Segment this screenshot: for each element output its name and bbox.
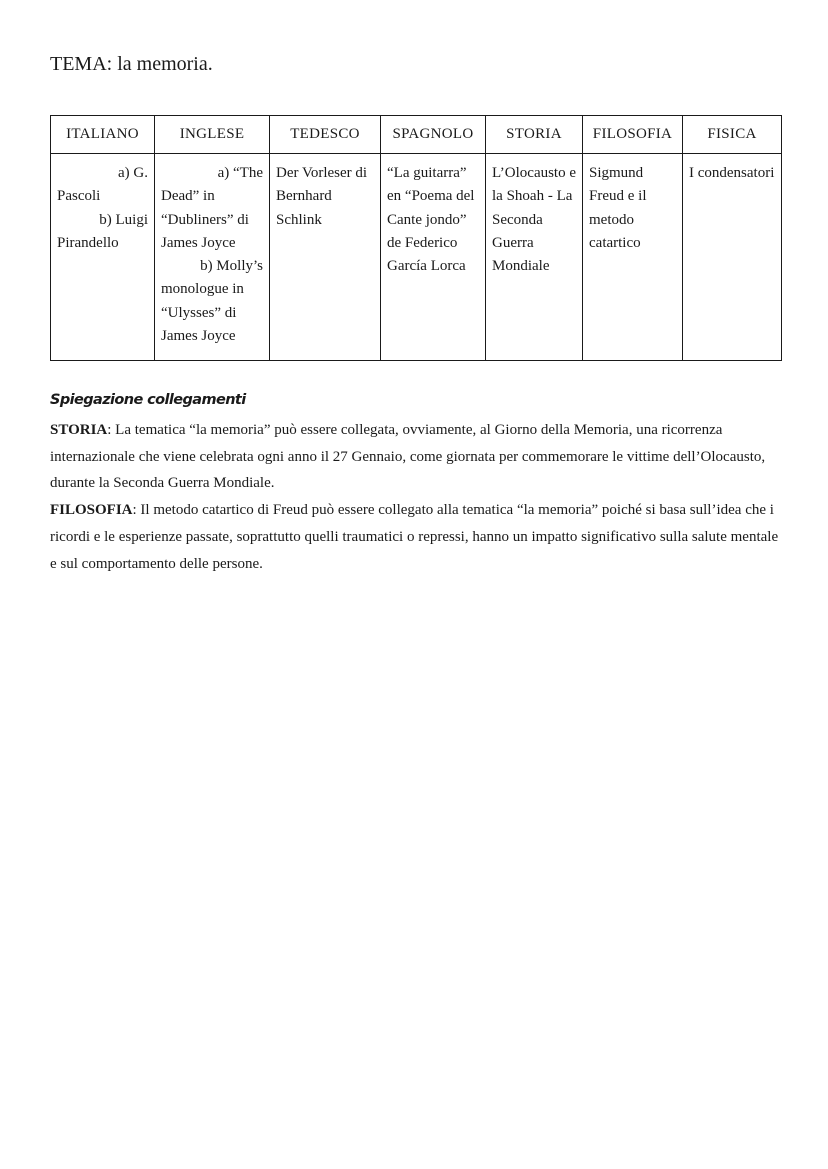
header-storia: STORIA [486, 116, 583, 154]
header-tedesco: TEDESCO [270, 116, 381, 154]
cell-spagnolo [381, 154, 486, 361]
filosofia-explanation: : Il metodo catartico di Freud può essere collegato alla tematica “la memoria” poiché si basa sull’idea che i ricordi e le esperienze passate, soprattutto quelli traumatici o repressi, hanno un impatto significativo sulla salute mentale e sul comportamento delle persone. [50, 502, 779, 572]
filosofia-text: Sigmund Freud e il metodo catartico [589, 165, 647, 251]
header-inglese: INGLESE [155, 116, 270, 154]
page-title: TEMA: la memoria. [50, 53, 213, 75]
header-italiano: ITALIANO [51, 116, 155, 154]
filosofia-label: FILOSOFIA [50, 502, 133, 519]
storia-explanation: : La tematica “la memoria” può essere collegata, ovviamente, al Giorno della Memoria, una ricorrenza internazionale che viene celebrata ogni anno il 27 Gennaio, come giornata per commemorare le vittime dell’Olocausto, durante la Seconda Guerra Mondiale. [50, 422, 766, 492]
filosofia-paragraph [50, 497, 785, 577]
cell-storia [486, 154, 583, 361]
storia-label: STORIA [50, 422, 108, 438]
table-header-row [51, 116, 782, 154]
inglese-item-b: b) Molly’s [200, 258, 263, 275]
inglese-item-a-cont-1: Dead” in [161, 188, 215, 205]
fisica-text: I condensatori [689, 165, 775, 181]
inglese-item-b-cont-3: James Joyce [161, 328, 236, 345]
header-fisica: FISICA [683, 116, 782, 154]
inglese-item-a: a) “The [217, 165, 263, 181]
cell-filosofia [583, 154, 683, 361]
spagnolo-text: “La guitarra” en “Poema del Cante jondo” de Federico García Lorca [387, 165, 475, 275]
explanation-body [50, 417, 785, 577]
cell-fisica [683, 154, 782, 361]
cell-italiano [51, 154, 155, 361]
italiano-item-a-cont: Pascoli [57, 188, 101, 205]
tedesco-text: Der Vorleser di Bernhard Schlink [276, 165, 368, 228]
italiano-item-b-cont: Pirandello [57, 234, 119, 251]
subjects-table [50, 115, 782, 361]
section-heading: Spiegazione collegamenti [50, 392, 246, 408]
inglese-item-b-cont-1: monologue in [161, 281, 244, 298]
inglese-item-a-cont-3: James Joyce [161, 234, 236, 251]
table-row [51, 154, 782, 361]
italiano-item-b: b) Luigi [99, 211, 148, 228]
header-spagnolo: SPAGNOLO [381, 116, 486, 154]
cell-inglese [155, 154, 270, 361]
storia-paragraph [50, 417, 785, 497]
header-filosofia: FILOSOFIA [583, 116, 683, 154]
cell-tedesco [270, 154, 381, 361]
inglese-item-a-cont-2: “Dubliners” di [161, 211, 249, 228]
inglese-item-b-cont-2: “Ulysses” di [161, 304, 237, 321]
storia-text: L’Olocausto e la Shoah - La Seconda Guerra Mondiale [492, 165, 577, 275]
italiano-item-a: a) G. [118, 165, 148, 181]
